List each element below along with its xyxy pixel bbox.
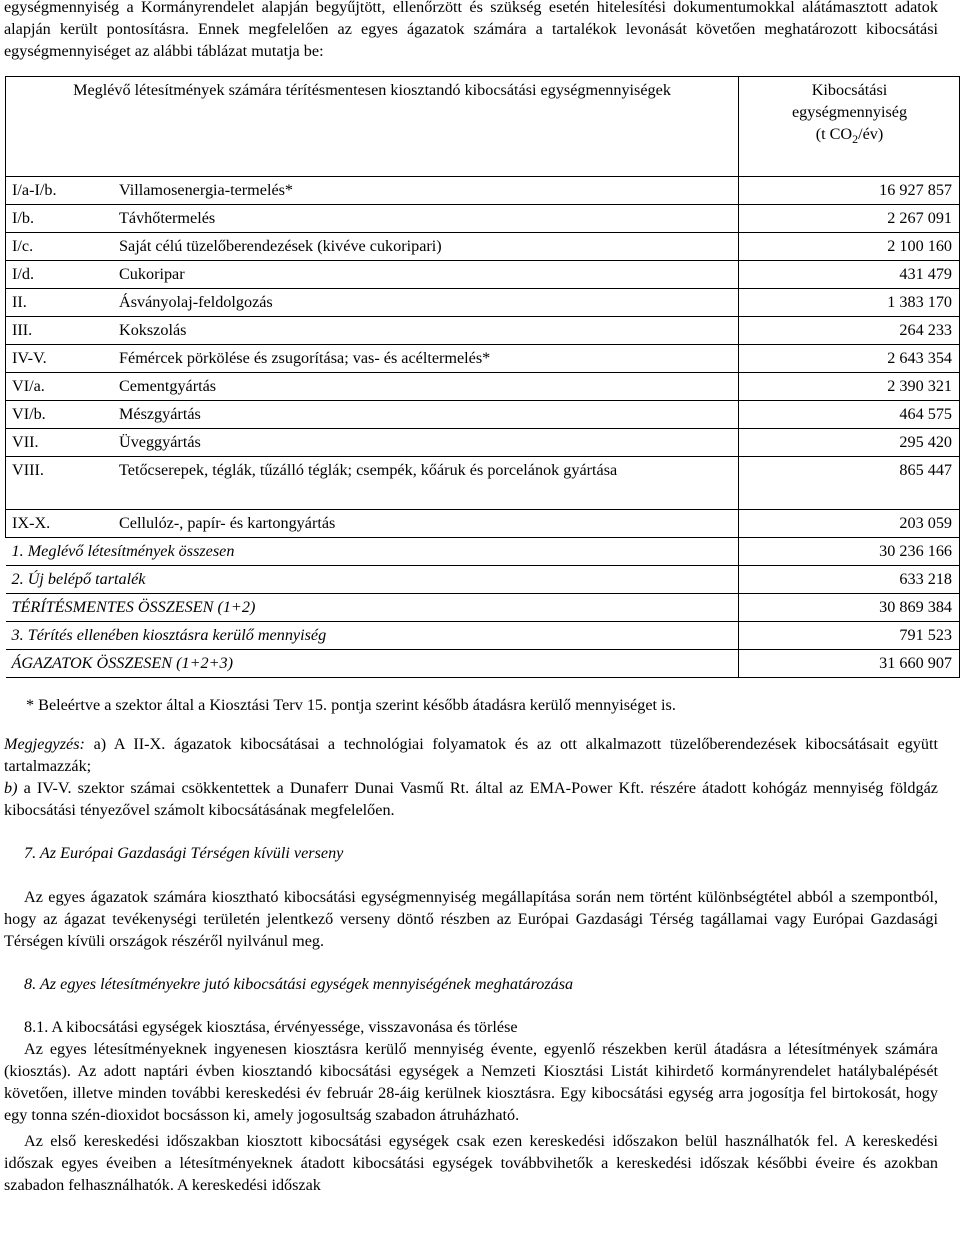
row-label: Mészgyártás: [102, 401, 739, 429]
row-code: I/a-I/b.: [6, 177, 103, 205]
document-page: [4, 0, 952, 1196]
row-label: Fémércek pörkölése és zsugorítása; vas- és acéltermelés*: [102, 345, 739, 373]
header-right-line2: egységmennyiség: [791, 103, 908, 121]
row-value: 2 390 321: [739, 373, 960, 401]
table-summary: [6, 538, 960, 678]
row-value: 865 447: [739, 457, 960, 510]
row-code: IV-V.: [6, 345, 103, 373]
row-code: VIII.: [6, 457, 103, 510]
summary-label: TÉRÍTÉSMENTES ÖSSZESEN (1+2): [6, 594, 739, 622]
row-value: 431 479: [739, 261, 960, 289]
row-value: 1 383 170: [739, 289, 960, 317]
row-label: Tetőcserepek, téglák, tűzálló téglák; csempék, kőáruk és porcelánok gyártása: [102, 457, 739, 510]
summary-row: [6, 538, 960, 566]
section-7-title: 7. Az Európai Gazdasági Térségen kívüli verseny: [24, 844, 344, 862]
remark-b-text: a IV-V. szektor számai csökkentettek a Dunaferr Dunai Vasmű Rt. által az EMA-Power Kft. részére átadott kohógáz mennyiség földgáz kibocsátási tényezővel számolt kibocsátásának megfelelően.: [4, 779, 938, 819]
row-value: 264 233: [739, 317, 960, 345]
remark-label: Megjegyzés:: [4, 735, 85, 753]
row-label: Cementgyártás: [102, 373, 739, 401]
section-8-title: 8. Az egyes létesítményekre jutó kibocsátási egységek mennyiségének meghatározása: [24, 975, 574, 993]
row-value: 2 643 354: [739, 345, 960, 373]
table-body: [6, 177, 960, 538]
table-row: [6, 429, 960, 457]
table-row: [6, 457, 960, 510]
unit-suffix: /év): [858, 125, 884, 143]
unit-prefix: (t CO: [815, 125, 853, 143]
table-header-row: [6, 77, 960, 177]
summary-value: 30 869 384: [739, 594, 960, 622]
footnote: * Beleértve a szektor által a Kiosztási Terv 15. pontja szerint később átadásra kerülő mennyiséget is.: [26, 696, 676, 714]
row-label: Ásványolaj-feldolgozás: [102, 289, 739, 317]
summary-label: 1. Meglévő létesítmények összesen: [6, 538, 739, 566]
header-right-line3: [815, 125, 884, 146]
summary-row: [6, 594, 960, 622]
table-row: [6, 401, 960, 429]
intro-paragraph: egységmennyiség a Kormányrendelet alapján begyűjtött, ellenőrzött és szükség esetén hitelesítési dokumentumokkal alátámasztott adatok alapján került pontosításra. Ennek megfelelően az egyes ágazatok számára a tartalékok levonását követően meghatározott kibocsátási egységmennyiséget az alábbi táblázat mutatja be:: [4, 0, 938, 60]
row-code: I/b.: [6, 205, 103, 233]
remark-a: [4, 733, 938, 777]
row-label: Üveggyártás: [102, 429, 739, 457]
row-code: IX-X.: [6, 510, 103, 538]
summary-value: 31 660 907: [739, 650, 960, 678]
remark-b-label: b): [4, 779, 18, 797]
row-value: 2 267 091: [739, 205, 960, 233]
section-7-text: Az egyes ágazatok számára kiosztható kibocsátási egységmennyiség megállapítása során nem történt különbségtétel abból a szempontból, hogy az ágazat tevékenységi területén jelentkező verseny döntő részben az Európai Gazdasági Térség tagállamai vagy Európai Gazdasági Térségen kívüli országok részéről nyilvánul meg.: [4, 888, 938, 950]
row-code: VI/b.: [6, 401, 103, 429]
row-code: II.: [6, 289, 103, 317]
row-code: VI/a.: [6, 373, 103, 401]
table-header-left: Meglévő létesítmények számára térítésmentesen kiosztandó kibocsátási egységmennyiségek: [6, 77, 739, 177]
summary-value: 30 236 166: [739, 538, 960, 566]
row-code: III.: [6, 317, 103, 345]
row-label: Cellulóz-, papír- és kartongyártás: [102, 510, 739, 538]
header-right-line1: Kibocsátási: [811, 81, 888, 99]
table-row: [6, 345, 960, 373]
row-label: Cukoripar: [102, 261, 739, 289]
section-8-1-paragraph-1: Az egyes létesítményeknek ingyenesen kiosztásra kerülő mennyiség évente, egyenlő részekben kerül átadásra a létesítmények számára (kiosztás). Az adott naptári évben kiosztandó kibocsátási egységek a Nemzeti Kiosztási Listát kihirdető kormányrendelet hatálybalépését követően, illetve minden további kereskedési év február 28-áig kerülnek kiosztásra. Egy kibocsátási egység arra jogosítja fel birtokosát, hogy egy tonna szén-dioxidot bocsásson ki, amely jogosultság szabadon átruházható.: [4, 1040, 938, 1124]
remark-b: [4, 777, 938, 821]
summary-label: 3. Térítés ellenében kiosztásra kerülő mennyiség: [6, 622, 739, 650]
summary-value: 791 523: [739, 622, 960, 650]
row-label: Villamosenergia-termelés*: [102, 177, 739, 205]
table-row: [6, 510, 960, 538]
row-code: I/c.: [6, 233, 103, 261]
row-code: VII.: [6, 429, 103, 457]
remark-a-text: a) A II-X. ágazatok kibocsátásai a technológiai folyamatok és az ott alkalmazott tüzelőberendezések kibocsátásait együtt tartalmazzák;: [4, 735, 938, 775]
section-8-1-paragraph-2: Az első kereskedési időszakban kiosztott kibocsátási egységek csak ezen kereskedési időszakon belül használhatók fel. A kereskedési időszak egyes éveiben a létesítményeknek átadott kibocsátási egységek továbbvihetők a kereskedési időszak későbbi éveire és azokban szabadon felhasználhatók. A kereskedési időszak: [4, 1132, 938, 1194]
summary-label: ÁGAZATOK ÖSSZESEN (1+2+3): [6, 650, 739, 678]
table-row: [6, 233, 960, 261]
row-value: 464 575: [739, 401, 960, 429]
table-row: [6, 205, 960, 233]
table-row: [6, 373, 960, 401]
summary-row: [6, 566, 960, 594]
table-row: [6, 177, 960, 205]
summary-row: [6, 650, 960, 678]
unit-subscript: 2: [852, 132, 859, 146]
table-header-right: [739, 77, 960, 177]
row-value: 2 100 160: [739, 233, 960, 261]
summary-label: 2. Új belépő tartalék: [6, 566, 739, 594]
row-label: Saját célú tüzelőberendezések (kivéve cukoripari): [102, 233, 739, 261]
table-row: [6, 261, 960, 289]
summary-row: [6, 622, 960, 650]
row-value: 295 420: [739, 429, 960, 457]
allocation-table: [5, 76, 960, 678]
row-value: 203 059: [739, 510, 960, 538]
row-code: I/d.: [6, 261, 103, 289]
row-label: Kokszolás: [102, 317, 739, 345]
summary-value: 633 218: [739, 566, 960, 594]
row-label: Távhőtermelés: [102, 205, 739, 233]
table-row: [6, 317, 960, 345]
table-row: [6, 289, 960, 317]
section-8-1-title: 8.1. A kibocsátási egységek kiosztása, érvényessége, visszavonása és törlése: [24, 1018, 518, 1036]
row-value: 16 927 857: [739, 177, 960, 205]
